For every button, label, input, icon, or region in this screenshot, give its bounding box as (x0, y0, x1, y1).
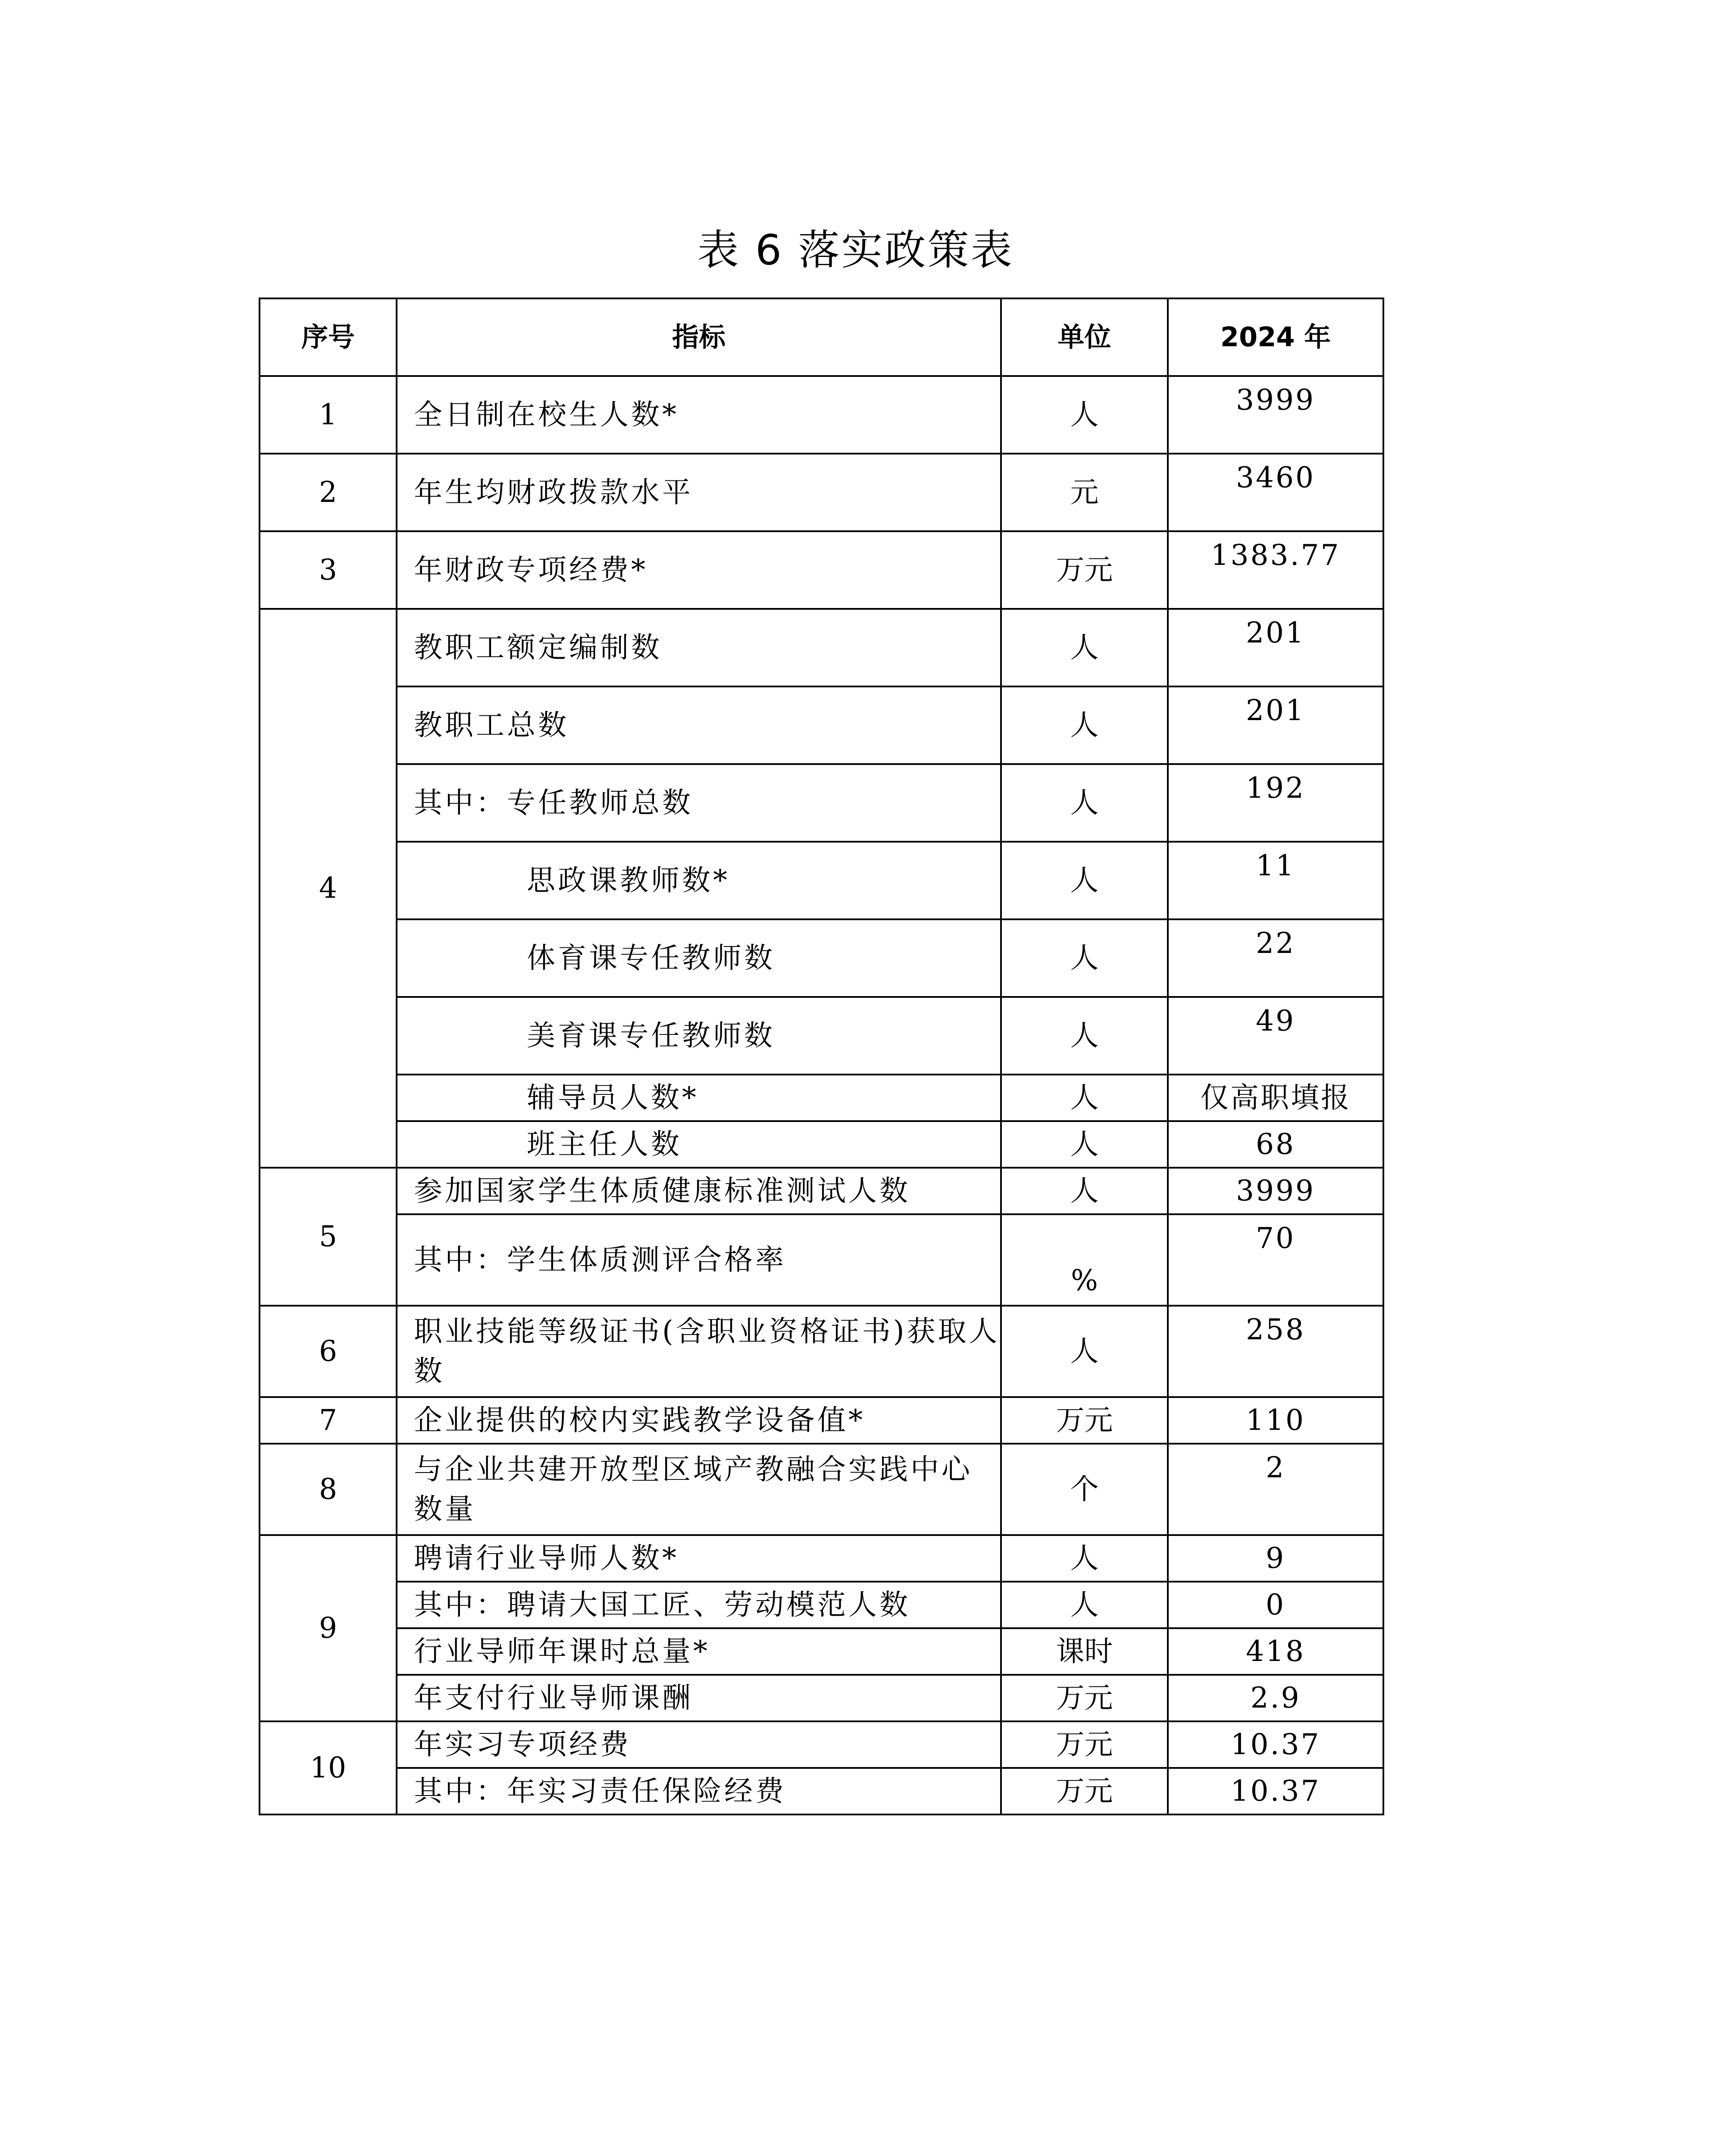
row-indicator: 行业导师年课时总量* (397, 1628, 1001, 1675)
row-value: 70 (1168, 1214, 1383, 1306)
row-value: 201 (1168, 686, 1383, 764)
table-row (260, 919, 1383, 997)
row-unit: % (1001, 1214, 1168, 1306)
row-indicator: 思政课教师数* (397, 842, 1001, 919)
row-value: 3999 (1168, 1168, 1383, 1214)
row-value: 192 (1168, 764, 1383, 842)
table-row (260, 376, 1383, 454)
row-value: 201 (1168, 609, 1383, 686)
row-value: 2 (1168, 1444, 1383, 1535)
row-value: 1383.77 (1168, 531, 1383, 609)
table-row (260, 1168, 1383, 1214)
row-value: 22 (1168, 919, 1383, 997)
row-value: 仅高职填报 (1168, 1075, 1383, 1121)
header-indicator: 指标 (397, 298, 1001, 376)
table-row (260, 531, 1383, 609)
row-unit: 人 (1001, 764, 1168, 842)
row-unit: 人 (1001, 376, 1168, 454)
row-value: 0 (1168, 1582, 1383, 1628)
row-unit: 课时 (1001, 1628, 1168, 1675)
table-row (260, 1721, 1383, 1768)
row-indicator: 职业技能等级证书(含职业资格证书)获取人数 (397, 1306, 1001, 1397)
row-indicator: 教职工额定编制数 (397, 609, 1001, 686)
table-row (260, 1535, 1383, 1582)
row-indicator: 聘请行业导师人数* (397, 1535, 1001, 1582)
table-row (260, 1675, 1383, 1721)
row-unit: 人 (1001, 609, 1168, 686)
row-unit: 元 (1001, 454, 1168, 531)
row-seq: 10 (260, 1721, 397, 1814)
header-unit: 单位 (1001, 298, 1168, 376)
row-seq: 3 (260, 531, 397, 609)
policy-table (259, 298, 1384, 1815)
table-row (260, 764, 1383, 842)
table-row (260, 609, 1383, 686)
table-row (260, 1444, 1383, 1535)
row-unit: 万元 (1001, 1397, 1168, 1444)
row-seq: 6 (260, 1306, 397, 1397)
row-unit: 人 (1001, 919, 1168, 997)
header-year: 2024 年 (1168, 298, 1383, 376)
row-indicator: 年生均财政拨款水平 (397, 454, 1001, 531)
row-value: 11 (1168, 842, 1383, 919)
row-indicator: 年财政专项经费* (397, 531, 1001, 609)
row-value: 10.37 (1168, 1768, 1383, 1814)
row-seq: 9 (260, 1535, 397, 1721)
row-indicator: 辅导员人数* (397, 1075, 1001, 1121)
row-seq: 1 (260, 376, 397, 454)
row-unit: 人 (1001, 1535, 1168, 1582)
table-row (260, 1075, 1383, 1121)
row-unit: 人 (1001, 1121, 1168, 1168)
row-value: 9 (1168, 1535, 1383, 1582)
row-unit: 万元 (1001, 1721, 1168, 1768)
header-seq: 序号 (260, 298, 397, 376)
row-value: 2.9 (1168, 1675, 1383, 1721)
row-unit: 人 (1001, 1582, 1168, 1628)
table-row (260, 1768, 1383, 1814)
table-row (260, 1121, 1383, 1168)
row-indicator: 其中：聘请大国工匠、劳动模范人数 (397, 1582, 1001, 1628)
row-unit: 人 (1001, 1168, 1168, 1214)
row-value: 110 (1168, 1397, 1383, 1444)
table-row (260, 1582, 1383, 1628)
row-indicator: 其中：年实习责任保险经费 (397, 1768, 1001, 1814)
row-indicator: 与企业共建开放型区域产教融合实践中心数量 (397, 1444, 1001, 1535)
row-unit: 人 (1001, 1075, 1168, 1121)
row-unit: 人 (1001, 997, 1168, 1075)
row-indicator: 企业提供的校内实践教学设备值* (397, 1397, 1001, 1444)
row-value: 10.37 (1168, 1721, 1383, 1768)
table-row (260, 1397, 1383, 1444)
row-value: 3460 (1168, 454, 1383, 531)
row-value: 49 (1168, 997, 1383, 1075)
row-indicator: 教职工总数 (397, 686, 1001, 764)
row-unit: 个 (1001, 1444, 1168, 1535)
row-indicator: 其中：学生体质测评合格率 (397, 1214, 1001, 1306)
row-indicator: 美育课专任教师数 (397, 997, 1001, 1075)
page-title: 表 6 落实政策表 (697, 226, 1014, 274)
row-value: 418 (1168, 1628, 1383, 1675)
row-seq: 5 (260, 1168, 397, 1306)
row-unit: 万元 (1001, 531, 1168, 609)
row-unit: 人 (1001, 686, 1168, 764)
row-seq: 4 (260, 609, 397, 1168)
table-row (260, 1628, 1383, 1675)
table-header-row (260, 298, 1383, 376)
table-row (260, 842, 1383, 919)
table-row (260, 686, 1383, 764)
row-indicator: 体育课专任教师数 (397, 919, 1001, 997)
row-unit: 万元 (1001, 1675, 1168, 1721)
row-indicator: 全日制在校生人数* (397, 376, 1001, 454)
row-unit: 人 (1001, 842, 1168, 919)
row-seq: 8 (260, 1444, 397, 1535)
table-row (260, 454, 1383, 531)
row-indicator: 参加国家学生体质健康标准测试人数 (397, 1168, 1001, 1214)
row-seq: 2 (260, 454, 397, 531)
row-value: 3999 (1168, 376, 1383, 454)
table-row (260, 997, 1383, 1075)
row-unit: 万元 (1001, 1768, 1168, 1814)
row-unit: 人 (1001, 1306, 1168, 1397)
row-value: 68 (1168, 1121, 1383, 1168)
row-indicator: 年支付行业导师课酬 (397, 1675, 1001, 1721)
row-seq: 7 (260, 1397, 397, 1444)
row-value: 258 (1168, 1306, 1383, 1397)
table-row (260, 1306, 1383, 1397)
row-indicator: 年实习专项经费 (397, 1721, 1001, 1768)
row-indicator: 班主任人数 (397, 1121, 1001, 1168)
table-row (260, 1214, 1383, 1306)
row-indicator: 其中：专任教师总数 (397, 764, 1001, 842)
